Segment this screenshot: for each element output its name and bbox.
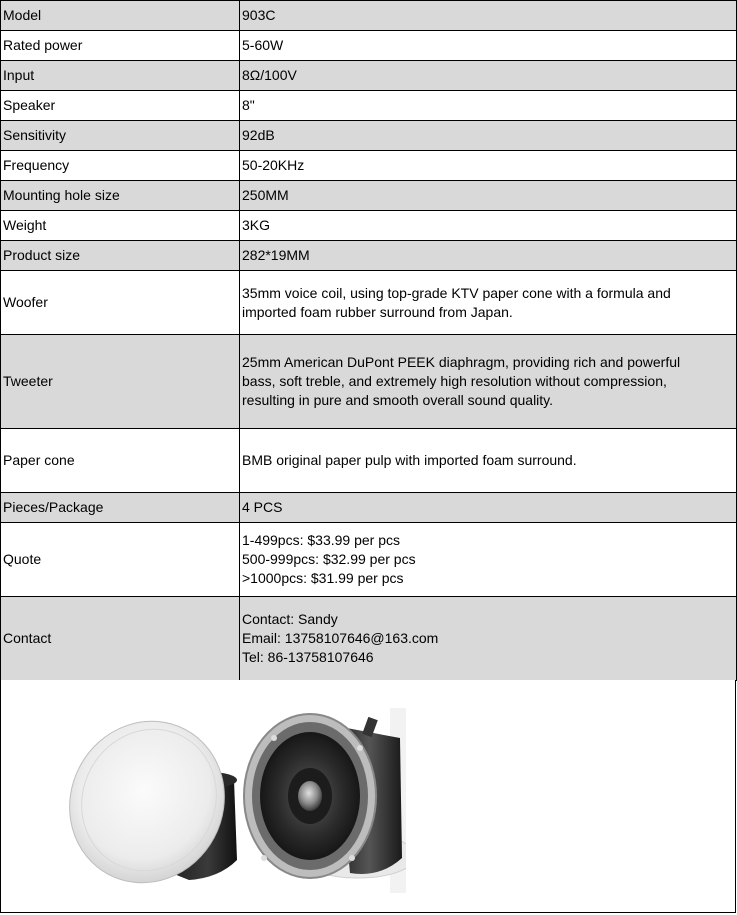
value-speaker: 8" bbox=[240, 91, 737, 121]
row-input bbox=[1, 61, 737, 91]
value-sensitivity: 92dB bbox=[240, 121, 737, 151]
label-mounting-hole-size: Mounting hole size bbox=[1, 181, 240, 211]
value-tweeter bbox=[240, 335, 737, 429]
row-sensitivity bbox=[1, 121, 737, 151]
row-pieces-package bbox=[1, 493, 737, 523]
contact-phone: Tel: 86-13758107646 bbox=[242, 649, 374, 665]
label-model: Model bbox=[1, 1, 240, 31]
row-paper-cone bbox=[1, 429, 737, 493]
row-quote bbox=[1, 523, 737, 597]
quote-line: 500-999pcs: $32.99 per pcs bbox=[242, 551, 416, 567]
row-tweeter bbox=[1, 335, 737, 429]
label-product-size: Product size bbox=[1, 241, 240, 271]
woofer-line: imported foam rubber surround from Japan. bbox=[242, 303, 513, 320]
label-pieces-package: Pieces/Package bbox=[1, 493, 240, 523]
label-quote: Quote bbox=[1, 523, 240, 597]
row-mounting-hole-size bbox=[1, 181, 737, 211]
woofer-line: 35mm voice coil, using top-grade KTV paper cone with a formula and bbox=[242, 284, 671, 301]
value-woofer bbox=[240, 271, 737, 335]
quote-line: >1000pcs: $31.99 per pcs bbox=[242, 570, 404, 586]
value-contact bbox=[240, 597, 737, 681]
tweeter-line: 25mm American DuPont PEEK diaphragm, providing rich and powerful bbox=[242, 354, 681, 370]
label-input: Input bbox=[1, 61, 240, 91]
ceiling-speaker-driver-photo bbox=[240, 708, 406, 893]
row-weight bbox=[1, 211, 737, 241]
value-rated-power: 5-60W bbox=[240, 31, 737, 61]
row-frequency bbox=[1, 151, 737, 181]
value-weight: 3KG bbox=[240, 211, 737, 241]
label-paper-cone: Paper cone bbox=[1, 429, 240, 493]
value-input: 8Ω/100V bbox=[240, 61, 737, 91]
ceiling-speaker-grille-photo bbox=[69, 710, 239, 890]
value-paper-cone: BMB original paper pulp with imported foam surround. bbox=[240, 429, 737, 493]
value-product-size: 282*19MM bbox=[240, 241, 737, 271]
label-speaker: Speaker bbox=[1, 91, 240, 121]
row-rated-power bbox=[1, 31, 737, 61]
tweeter-line: bass, soft treble, and extremely high resolution without compression, bbox=[242, 373, 667, 389]
label-contact: Contact bbox=[1, 597, 240, 681]
value-model: 903C bbox=[240, 1, 737, 31]
value-quote bbox=[240, 523, 737, 597]
row-contact bbox=[1, 597, 737, 681]
label-weight: Weight bbox=[1, 211, 240, 241]
label-tweeter: Tweeter bbox=[1, 335, 240, 429]
label-woofer: Woofer bbox=[1, 271, 240, 335]
row-speaker bbox=[1, 91, 737, 121]
contact-email: Email: 13758107646@163.com bbox=[242, 630, 439, 646]
contact-name: Contact: Sandy bbox=[242, 611, 338, 627]
label-rated-power: Rated power bbox=[1, 31, 240, 61]
row-product-size bbox=[1, 241, 737, 271]
quote-line: 1-499pcs: $33.99 per pcs bbox=[242, 532, 400, 548]
row-woofer bbox=[1, 271, 737, 335]
value-frequency: 50-20KHz bbox=[240, 151, 737, 181]
tweeter-line: resulting in pure and smooth overall sound quality. bbox=[242, 392, 554, 408]
row-model bbox=[1, 1, 737, 31]
label-frequency: Frequency bbox=[1, 151, 240, 181]
product-photos bbox=[0, 680, 736, 913]
label-sensitivity: Sensitivity bbox=[1, 121, 240, 151]
value-mounting-hole-size: 250MM bbox=[240, 181, 737, 211]
value-pieces-package: 4 PCS bbox=[240, 493, 737, 523]
